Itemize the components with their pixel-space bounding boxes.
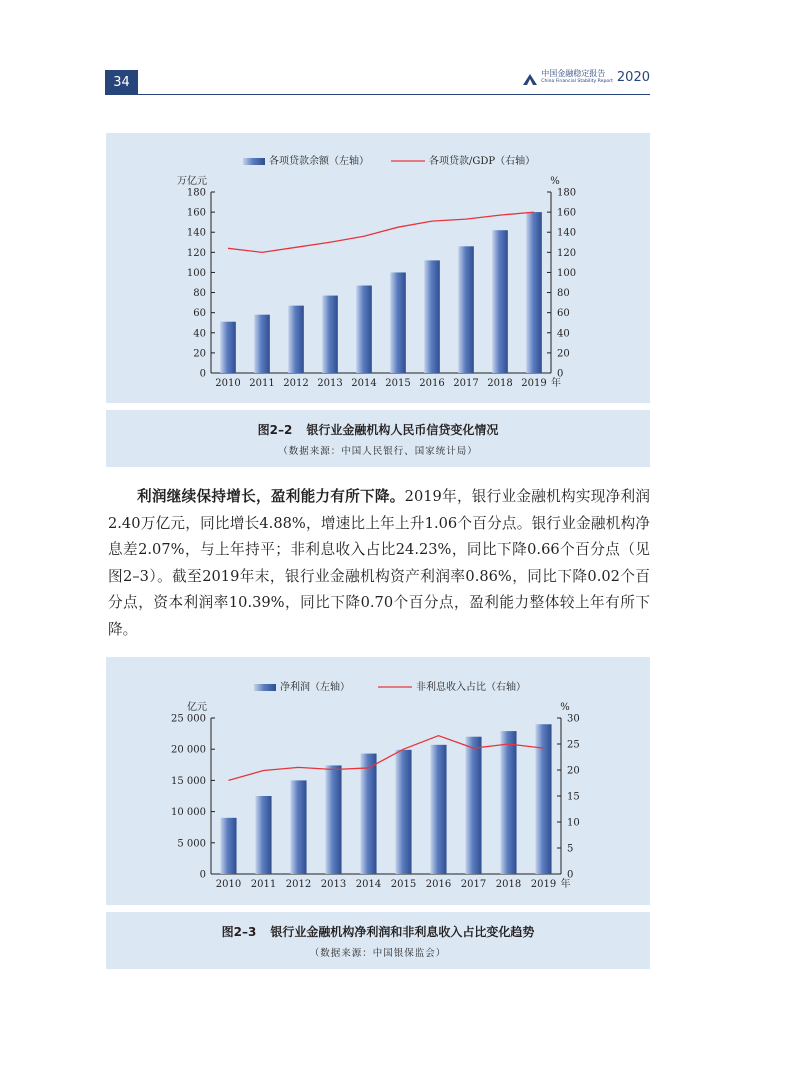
c1-bar xyxy=(424,260,440,373)
c1-y2-tick-label: 120 xyxy=(557,247,577,259)
figure-2-source: （数据来源：中国银保监会） xyxy=(309,947,447,959)
c1-bar xyxy=(288,306,304,373)
figure-1-title: 银行业金融机构人民币信贷变化情况 xyxy=(306,422,499,437)
figure-1-title-line xyxy=(258,421,499,438)
c1-y2-tick-label: 60 xyxy=(557,308,570,320)
c1-y-tick-label: 120 xyxy=(186,247,206,259)
c2-bar xyxy=(395,750,411,874)
c2-y2-tick-label: 15 xyxy=(567,791,580,803)
c1-x-tick-label: 2016 xyxy=(419,378,445,389)
figure-1-number: 图2–2 xyxy=(257,422,293,437)
c1-bar xyxy=(322,296,338,373)
figure-1-source: （数据来源：中国人民银行、国家统计局） xyxy=(278,445,478,457)
c1-y2-tick-label: 0 xyxy=(557,368,564,380)
c2-bar xyxy=(290,780,306,874)
c2-bar xyxy=(255,796,271,874)
figure-2-title: 银行业金融机构净利润和非利息收入占比变化趋势 xyxy=(270,924,535,939)
c2-bar xyxy=(360,754,376,874)
header-divider xyxy=(105,94,650,95)
c1-y-tick-label: 140 xyxy=(186,227,206,239)
body-paragraph xyxy=(108,484,650,643)
c2-x-tick-label: 2012 xyxy=(285,879,312,890)
c1-y2-tick-label: 140 xyxy=(557,227,577,239)
c2-bar xyxy=(465,737,481,874)
c2-x-tick-label: 2019 xyxy=(530,879,557,890)
c2-x-tick-label: 2011 xyxy=(250,879,277,890)
c1-x-tick-label: 2018 xyxy=(487,378,513,389)
c1-bar xyxy=(254,315,270,373)
c1-y2-tick-label: 160 xyxy=(557,207,577,219)
c2-y2-tick-label: 10 xyxy=(567,817,580,829)
c2-bar xyxy=(220,818,236,874)
c1-y2-unit: % xyxy=(550,176,560,187)
c1-y-unit: 万亿元 xyxy=(177,176,207,187)
c2-y2-tick-label: 0 xyxy=(567,869,574,881)
c2-y-tick-label: 25 000 xyxy=(171,713,206,725)
paragraph-lead: 利润继续保持增长，盈利能力有所下降。 xyxy=(137,488,405,505)
c2-legend xyxy=(254,680,526,693)
chart-panel-2 xyxy=(106,657,650,905)
c1-x-tick-label: 2012 xyxy=(283,378,309,389)
c1-line-series xyxy=(228,212,534,252)
c2-y-tick-label: 5 000 xyxy=(177,838,206,850)
c2-bar xyxy=(535,724,551,874)
c1-y2-tick-label: 180 xyxy=(557,187,577,199)
c1-y-tick-label: 100 xyxy=(186,267,206,279)
figure-2-title-line xyxy=(222,923,535,940)
c1-legend-line-label: 各项贷款/GDP（右轴） xyxy=(429,156,536,167)
c1-y2-tick-label: 100 xyxy=(557,267,577,279)
c2-x-tick-label: 2014 xyxy=(355,879,382,890)
c1-y-tick-label: 20 xyxy=(193,348,206,360)
c2-y2-tick-label: 20 xyxy=(567,765,580,777)
c2-x-tick-label: 2017 xyxy=(460,879,487,890)
c2-x-tick-label: 2018 xyxy=(495,879,522,890)
report-title-en: China Financial Stability Report xyxy=(541,79,613,85)
c1-legend xyxy=(243,154,535,167)
c1-y2-tick-label: 20 xyxy=(557,348,570,360)
c1-legend-bar-label: 各项贷款余额（左轴） xyxy=(269,156,369,167)
c1-bar xyxy=(526,212,542,373)
c2-x-tick-label: 2013 xyxy=(320,879,347,890)
c2-bar xyxy=(325,765,341,874)
c2-legend-bar-label: 净利润（左轴） xyxy=(280,682,350,693)
c1-legend-bar-swatch xyxy=(243,158,265,165)
c1-y-tick-label: 40 xyxy=(193,328,206,340)
report-title-cn: 中国金融稳定报告 xyxy=(541,69,606,79)
c1-y-tick-label: 80 xyxy=(193,288,206,300)
c2-y-tick-label: 20 000 xyxy=(171,744,206,756)
loans-chart xyxy=(106,133,650,403)
c1-y2-tick-label: 40 xyxy=(557,328,570,340)
c2-legend-bar-swatch xyxy=(254,684,276,691)
figure-2-caption xyxy=(106,912,650,969)
c2-x-tick-label: 2015 xyxy=(390,879,417,890)
c1-x-tick-label: 2015 xyxy=(385,378,411,389)
c1-y-tick-label: 60 xyxy=(193,308,206,320)
c1-x-tick-label: 2011 xyxy=(249,378,275,389)
c1-x-tick-label: 2014 xyxy=(351,378,377,389)
report-year: 2020 xyxy=(616,70,650,85)
c2-y2-tick-label: 25 xyxy=(567,739,580,751)
report-header xyxy=(522,70,650,85)
c1-bar xyxy=(390,272,406,373)
c2-y-tick-label: 0 xyxy=(199,869,206,881)
c1-y-tick-label: 180 xyxy=(186,187,206,199)
paragraph-text: 2019年，银行业金融机构实现净利润2.40万亿元，同比增长4.88%，增速比上年上升1.06个百分点。银行业金融机构净息差2.07%，与上年持平；非利息收入占比24.23%，同比下降0.66个百分点（见图2–3）。截至2019年末，银行业金融机构资产利润率0.86%，同比下降0.02个百分点，资本利润率10.39%，同比下降0.70个百分点，盈利能力整体较上年有所下降。 xyxy=(108,488,650,638)
c1-x-tick-label: 2013 xyxy=(317,378,343,389)
page-number: 34 xyxy=(105,70,138,94)
c2-legend-line-label: 非利息收入占比（右轴） xyxy=(416,682,526,693)
c2-y-unit: 亿元 xyxy=(187,702,207,713)
c1-bar xyxy=(220,322,236,373)
chart-panel-1 xyxy=(106,133,650,403)
c2-y-tick-label: 15 000 xyxy=(171,775,206,787)
c1-bar xyxy=(458,246,474,373)
profit-chart xyxy=(106,657,650,905)
report-logo-icon xyxy=(522,73,538,85)
c2-y2-tick-label: 5 xyxy=(567,843,574,855)
c2-bar xyxy=(500,731,516,874)
c2-x-tick-label: 2016 xyxy=(425,879,452,890)
c1-x-tick-label: 2010 xyxy=(215,378,241,389)
c1-y-tick-label: 160 xyxy=(186,207,206,219)
c2-y2-unit: % xyxy=(560,702,570,713)
c1-bar xyxy=(492,230,508,373)
c2-x-suffix: 年 xyxy=(560,879,571,890)
c1-x-tick-label: 2017 xyxy=(453,378,479,389)
c1-bar xyxy=(356,286,372,373)
c2-line-series xyxy=(229,736,544,781)
c2-bar xyxy=(430,745,446,874)
c1-y-tick-label: 0 xyxy=(199,368,206,380)
c1-x-tick-label: 2019 xyxy=(521,378,547,389)
c1-x-suffix: 年 xyxy=(551,378,561,389)
c2-y-tick-label: 10 000 xyxy=(171,807,206,819)
c2-x-tick-label: 2010 xyxy=(215,879,242,890)
figure-1-caption xyxy=(106,410,650,467)
c2-y2-tick-label: 30 xyxy=(567,713,580,725)
c1-y2-tick-label: 80 xyxy=(557,288,570,300)
figure-2-number: 图2–3 xyxy=(221,924,257,939)
